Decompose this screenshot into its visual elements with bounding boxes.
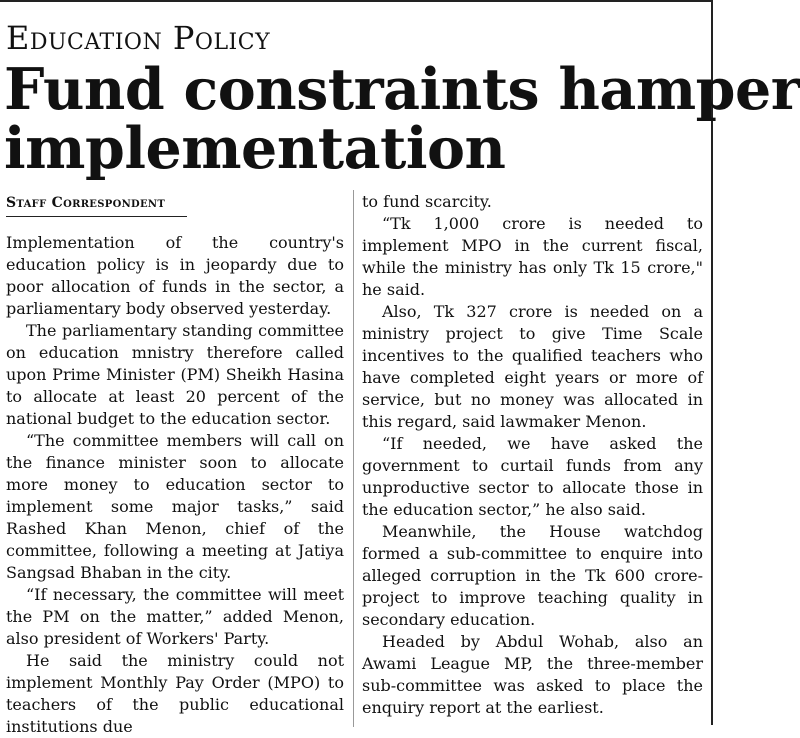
paragraph: “If needed, we have asked the government to curtail funds from any unproductive sector to allocate those in the education sector,” he also said. <box>362 434 703 519</box>
byline-rule <box>6 216 187 217</box>
paragraph: He said the ministry could not implement Monthly Pay Order (MPO) to teachers of the public educational institutions due <box>6 651 344 736</box>
column-divider <box>353 190 354 727</box>
paragraph: Also, Tk 327 crore is needed on a ministry project to give Time Scale incentives to the qualified teachers who have completed eight years or more of service, but no money was allocated in this regard, said lawmaker Menon. <box>362 302 703 431</box>
paragraph: Implementation of the country's education policy is in jeopardy due to poor allocation of funds in the sector, a parliamentary body observed yesterday. <box>6 233 344 318</box>
headline-line-1: Fund constraints hamper <box>4 56 800 123</box>
body-column-right <box>362 191 703 719</box>
body-column-left <box>6 232 344 738</box>
headline <box>4 56 800 182</box>
paragraph: “Tk 1,000 crore is needed to implement MPO in the current fiscal, while the ministry has only Tk 15 crore," he said. <box>362 214 703 299</box>
headline-line-2: implementation <box>4 115 506 182</box>
paragraph: “If necessary, the committee will meet the PM on the matter,” added Menon, also president of Workers' Party. <box>6 585 344 648</box>
paragraph: Headed by Abdul Wohab, also an Awami League MP, the three-member sub-committee was asked to place the enquiry report at the earliest. <box>362 632 703 717</box>
paragraph: The parliamentary standing committee on education mnistry therefore called upon Prime Minister (PM) Sheikh Hasina to allocate at least 20 percent of the national budget to the education sector. <box>6 321 344 428</box>
section-kicker: Education Policy <box>6 19 271 57</box>
byline: Staff Correspondent <box>6 195 166 211</box>
paragraph-continued: to fund scarcity. <box>362 192 492 211</box>
paragraph: “The committee members will call on the finance minister soon to allocate more money to education sector to implement some major tasks,” said Rashed Khan Menon, chief of the committee, following a meeting at Jatiya Sangsad Bhaban in the city. <box>6 431 344 582</box>
paragraph: Meanwhile, the House watchdog formed a sub-committee to enquire into alleged corruption in the Tk 600 crore-project to improve teaching quality in secondary education. <box>362 522 703 629</box>
